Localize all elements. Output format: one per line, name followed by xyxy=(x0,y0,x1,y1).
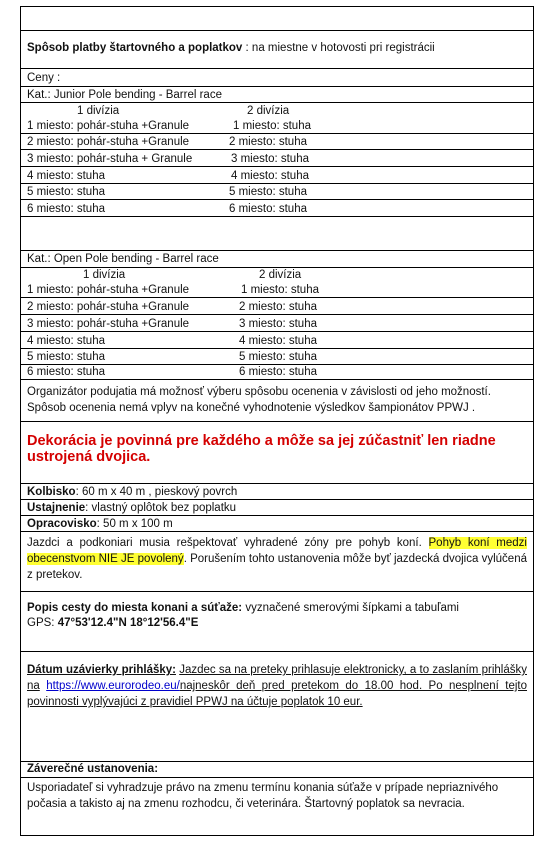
deadline-row xyxy=(21,652,533,762)
arena-row xyxy=(21,484,533,500)
deadline-text1: Jazdec sa na preteky prihlasuje elektronicky, a to zaslaním prihlášky na xyxy=(27,664,527,692)
arena-value: : 60 m x 40 m , pieskový povrch xyxy=(75,486,238,498)
rules-row xyxy=(21,532,533,592)
stabling-text xyxy=(27,501,236,515)
stabling-row xyxy=(21,500,533,516)
open-r4-c2: 4 miesto: stuha xyxy=(239,335,317,347)
junior-div1: 1 divízia xyxy=(77,105,120,117)
spacer-row xyxy=(21,217,533,251)
open-r1-c2: 1 miesto: stuha xyxy=(241,284,319,296)
route-label: Popis cesty do miesta konani a súťaže: xyxy=(27,602,243,614)
table-row xyxy=(21,349,533,365)
table-row xyxy=(21,134,533,150)
junior-r4-c1: 4 miesto: stuha xyxy=(27,170,105,182)
eurorodeo-link[interactable]: https://www.eurorodeo.eu/ xyxy=(46,680,180,692)
junior-r5-c2: 5 miesto: stuha xyxy=(229,186,307,198)
prizes-title-row xyxy=(21,69,533,87)
open-r5-c2: 5 miesto: stuha xyxy=(239,351,317,363)
final-body-row xyxy=(21,778,533,835)
warmup-label: Opracovisko xyxy=(27,518,97,530)
prizes-title: Ceny : xyxy=(27,72,61,84)
table-row xyxy=(21,117,533,134)
rules-text xyxy=(27,535,527,583)
junior-category-row xyxy=(21,87,533,103)
prizes-note-row xyxy=(21,380,533,422)
stabling-label: Ustajnenie xyxy=(27,502,86,514)
open-r3-c2: 3 miesto: stuha xyxy=(239,318,317,330)
open-div2: 2 divízia xyxy=(259,269,302,281)
junior-r6-c1: 6 miesto: stuha xyxy=(27,203,105,215)
junior-r4-c2: 4 miesto: stuha xyxy=(231,170,309,182)
table-row xyxy=(21,184,533,200)
warmup-row xyxy=(21,516,533,532)
empty-row xyxy=(21,7,533,31)
decoration-notice: Dekorácia je povinná pre každého a môže sa jej zúčastniť len riadne ustrojená dvojica. xyxy=(27,433,496,465)
gps-line xyxy=(27,616,198,630)
junior-r3-c1: 3 miesto: pohár-stuha + Granule xyxy=(27,153,193,165)
warmup-value: : 50 m x 100 m xyxy=(96,518,173,530)
open-r2-c1: 2 miesto: pohár-stuha +Granule xyxy=(27,301,190,313)
gps-value: 47°53'12.4"N 18°12'56.4"E xyxy=(57,617,199,629)
final-text: Usporiadateľ si vyhradzuje právo na zmenu termínu konania súťaže v prípade nepriaznivého počasia a takisto aj na zmenu rozhodcu, či veterinára. Štartovný poplatok sa nevracia. xyxy=(27,782,499,810)
table-row xyxy=(21,282,533,298)
final-title-row xyxy=(21,762,533,778)
table-row xyxy=(21,365,533,380)
final-label: Záverečné ustanovenia: xyxy=(27,763,159,775)
payment-value: : na miestne v hotovosti pri registrácii xyxy=(245,42,435,54)
open-category: Kat.: Open Pole bending - Barrel race xyxy=(27,253,219,265)
table-row xyxy=(21,298,533,315)
open-r2-c2: 2 miesto: stuha xyxy=(239,301,317,313)
open-r5-c1: 5 miesto: stuha xyxy=(27,351,105,363)
open-div1: 1 divízia xyxy=(83,269,126,281)
rules-highlight: Pohyb koní medzi obecenstvom NIE JE povolený xyxy=(27,537,527,565)
decoration-row xyxy=(21,422,533,484)
junior-r2-c1: 2 miesto: pohár-stuha +Granule xyxy=(27,136,190,148)
junior-category: Kat.: Junior Pole bending - Barrel race xyxy=(27,89,222,101)
deadline-label: Dátum uzávierky prihlášky: xyxy=(27,664,176,676)
junior-r6-c2: 6 miesto: stuha xyxy=(229,203,307,215)
junior-r1-c1: 1 miesto: pohár-stuha +Granule xyxy=(27,120,190,132)
route-row xyxy=(21,592,533,652)
route-line xyxy=(27,601,459,615)
prizes-note: Organizátor podujatia má možnosť výberu spôsobu ocenenia v závislosti od jeho možností. Spôsob ocenenia nemá vplyv na konečné vyhodnotenie výsledkov šampionátov PPWJ . xyxy=(27,386,491,414)
junior-div2: 2 divízia xyxy=(247,105,290,117)
table-row xyxy=(21,200,533,217)
arena-label: Kolbisko xyxy=(27,486,76,498)
open-r6-c2: 6 miesto: stuha xyxy=(239,366,317,378)
route-value: vyznačené smerovými šípkami a tabuľami xyxy=(245,602,459,614)
deadline-text xyxy=(27,662,527,710)
payment-text xyxy=(27,41,435,55)
table-row xyxy=(21,150,533,167)
junior-r5-c1: 5 miesto: stuha xyxy=(27,186,105,198)
open-r3-c1: 3 miesto: pohár-stuha +Granule xyxy=(27,318,190,330)
rules-text1: Jazdci a podkoniari musia rešpektovať vyhradené zóny pre pohyb koní. xyxy=(27,537,422,549)
junior-r1-c2: 1 miesto: stuha xyxy=(233,120,311,132)
warmup-text xyxy=(27,517,173,531)
open-r4-c1: 4 miesto: stuha xyxy=(27,335,105,347)
table-row xyxy=(21,315,533,332)
open-category-row xyxy=(21,251,533,268)
document-page xyxy=(20,6,534,836)
payment-label: Spôsob platby štartovného a poplatkov xyxy=(27,42,243,54)
junior-r3-c2: 3 miesto: stuha xyxy=(231,153,309,165)
table-row xyxy=(21,332,533,349)
junior-r2-c2: 2 miesto: stuha xyxy=(229,136,307,148)
rules-text2: . Porušením tohto ustanovenia môže byť jazdecká dvojica vylúčená z pretekov. xyxy=(27,553,527,581)
arena-text xyxy=(27,485,237,499)
open-r1-c1: 1 miesto: pohár-stuha +Granule xyxy=(27,284,190,296)
deadline-text2: najneskôr deň pred pretekom do 18.00 hod. Po nesplnení tejto povinnosti vyplývajúci z pravidiel PPWJ na účtuje poplatok 10 eur. xyxy=(27,680,528,708)
table-row xyxy=(21,167,533,184)
gps-label: GPS: xyxy=(27,617,55,629)
open-r6-c1: 6 miesto: stuha xyxy=(27,366,105,378)
stabling-value: : vlastný oplôtok bez poplatku xyxy=(85,502,237,514)
payment-row xyxy=(21,31,533,69)
